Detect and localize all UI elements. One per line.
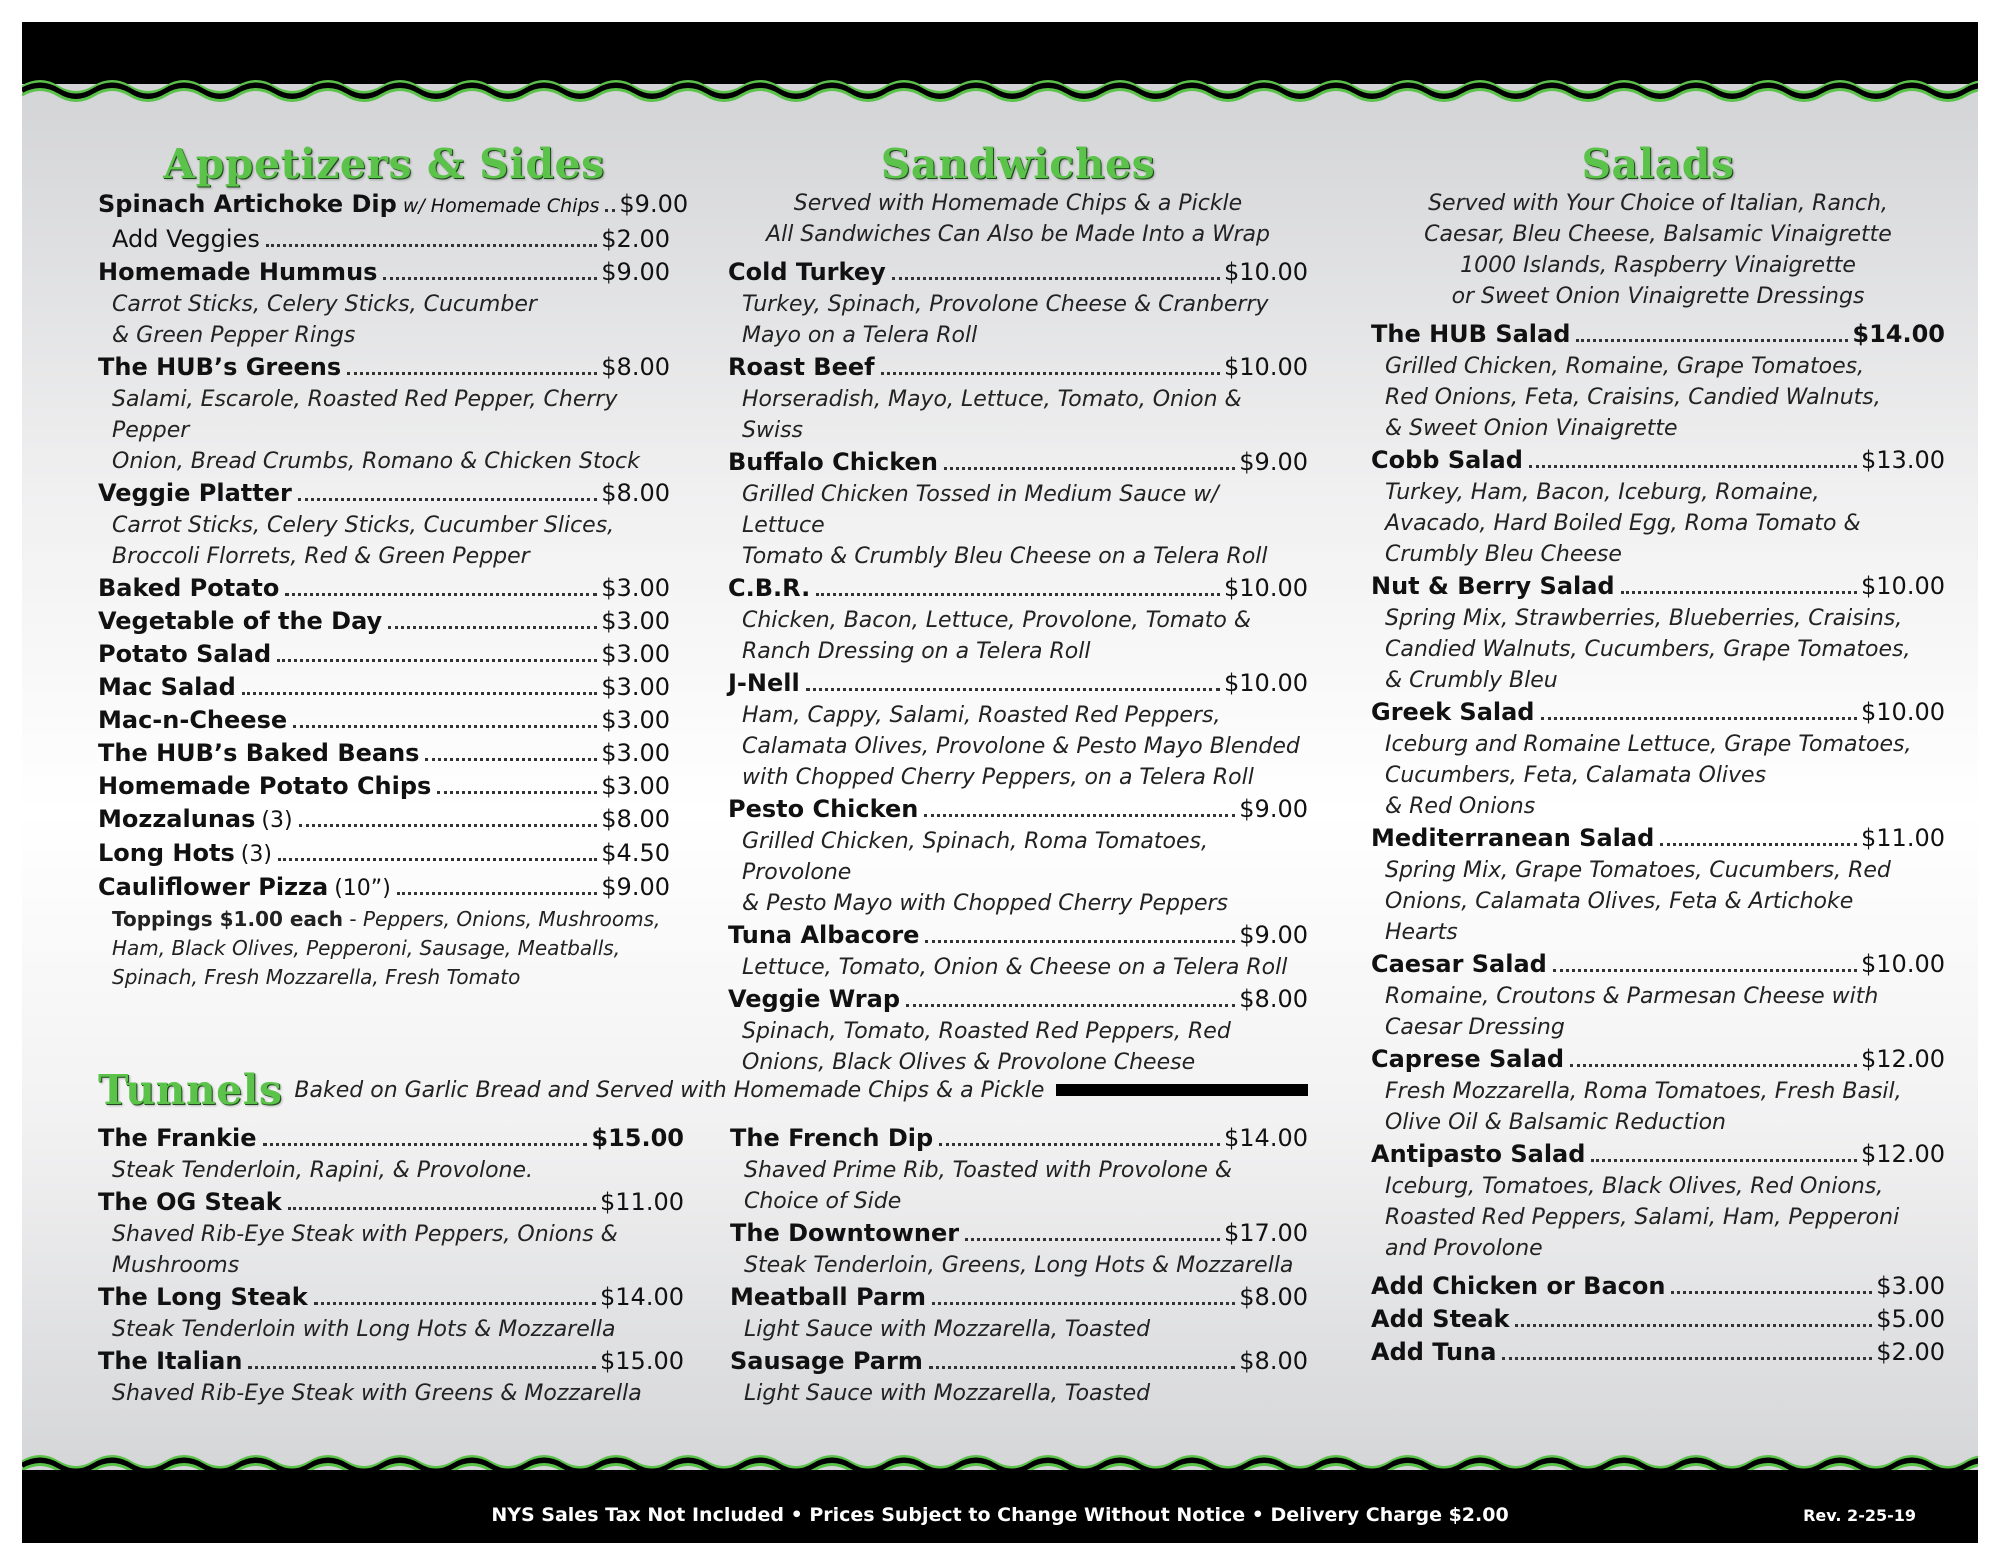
item-name: Sausage Parm — [730, 1347, 923, 1375]
menu-item — [728, 983, 1308, 1016]
item-price: $12.00 — [1861, 1140, 1945, 1168]
sandwiches-subline-1: Served with Homemade Chips & a Pickle — [793, 191, 1243, 216]
item-description: & Green Pepper Rings — [112, 323, 356, 348]
tunnels-subline: Baked on Garlic Bread and Served with Homemade Chips & a Pickle — [294, 1077, 1045, 1103]
item-description: Olive Oil & Balsamic Reduction — [1385, 1110, 1726, 1135]
menu-item — [98, 223, 670, 256]
dot-leader — [939, 1143, 1220, 1146]
dot-leader — [278, 858, 597, 861]
item-description: Lettuce, Tomato, Onion & Cheese on a Telera Roll — [742, 955, 1288, 980]
item-description: Salami, Escarole, Roasted Red Pepper, Cherry Pepper — [112, 387, 618, 443]
toppings-note — [98, 905, 670, 934]
item-name: Add Steak — [1371, 1305, 1510, 1333]
item-quantity: (3) — [261, 808, 293, 833]
item-price: $3.00 — [601, 640, 670, 668]
item-price: $5.00 — [1876, 1305, 1945, 1333]
item-price: $8.00 — [1239, 1283, 1308, 1311]
item-price: $11.00 — [600, 1188, 684, 1216]
item-price: $8.00 — [601, 479, 670, 507]
toppings-label: Toppings $1.00 each — [112, 907, 344, 931]
menu-item — [98, 351, 670, 384]
item-name: C.B.R. — [728, 574, 811, 602]
menu-item — [98, 1281, 684, 1314]
item-name: Homemade Hummus — [98, 258, 378, 286]
item-name: Tuna Albacore — [728, 921, 920, 949]
menu-item — [98, 837, 670, 871]
dot-leader — [383, 277, 597, 280]
menu-item — [1371, 1138, 1945, 1171]
item-description: Fresh Mozzarella, Roma Tomatoes, Fresh Basil, — [1385, 1079, 1902, 1104]
item-price: $3.00 — [601, 673, 670, 701]
top-wave-border — [22, 67, 1978, 115]
dot-leader — [1570, 1064, 1857, 1067]
item-price: $10.00 — [1861, 698, 1945, 726]
dot-leader — [925, 940, 1235, 943]
menu-item — [98, 1122, 684, 1155]
item-description: & Pesto Mayo with Chopped Cherry Peppers — [742, 891, 1228, 916]
item-price: $15.00 — [600, 1347, 684, 1375]
item-name: J-Nell — [728, 669, 800, 697]
menu-item — [728, 572, 1308, 605]
item-quantity: (10”) — [334, 876, 391, 901]
item-description: Onions, Black Olives & Provolone Cheese — [742, 1050, 1196, 1075]
item-description: and Provolone — [1385, 1236, 1543, 1261]
item-name: Caprese Salad — [1371, 1045, 1565, 1073]
item-name: The Long Steak — [98, 1283, 308, 1311]
tunnels-section — [98, 1066, 1308, 1406]
menu-item — [98, 770, 670, 803]
item-name: Add Veggies — [112, 225, 260, 253]
item-description: Tomato & Crumbly Bleu Cheese on a Telera Roll — [742, 544, 1268, 569]
item-name: The Italian — [98, 1347, 243, 1375]
item-description: Carrot Sticks, Celery Sticks, Cucumber — [112, 292, 537, 317]
dot-leader — [242, 692, 598, 695]
menu-item — [728, 919, 1308, 952]
item-description: Ham, Cappy, Salami, Roasted Red Peppers, — [742, 703, 1221, 728]
item-description: Spring Mix, Strawberries, Blueberries, Craisins, — [1385, 606, 1903, 631]
item-name: Buffalo Chicken — [728, 448, 938, 476]
item-name: Add Chicken or Bacon — [1371, 1272, 1666, 1300]
item-price: $17.00 — [1224, 1219, 1308, 1247]
menu-item — [98, 638, 670, 671]
item-description: Onion, Bread Crumbs, Romano & Chicken Stock — [112, 449, 640, 474]
item-description: Steak Tenderloin, Rapini, & Provolone. — [112, 1158, 534, 1183]
menu-item — [730, 1217, 1308, 1250]
item-name: Homemade Potato Chips — [98, 772, 432, 800]
dot-leader — [397, 892, 598, 895]
item-price: $10.00 — [1224, 574, 1308, 602]
tunnels-header — [98, 1066, 1308, 1114]
item-description: Iceburg and Romaine Lettuce, Grape Tomatoes, — [1385, 732, 1912, 757]
item-description: Light Sauce with Mozzarella, Toasted — [744, 1317, 1151, 1342]
item-description: Romaine, Croutons & Parmesan Cheese with — [1385, 984, 1879, 1009]
salads-heading: Salads — [1581, 140, 1735, 188]
item-price: $3.00 — [601, 706, 670, 734]
item-description: Calamata Olives, Provolone & Pesto Mayo Blended — [742, 734, 1300, 759]
menu-item — [1371, 570, 1945, 603]
salads-subline-1: Served with Your Choice of Italian, Ranch, — [1428, 191, 1888, 216]
item-price: $10.00 — [1861, 950, 1945, 978]
item-price: $11.00 — [1861, 824, 1945, 852]
item-name: The OG Steak — [98, 1188, 282, 1216]
item-price: $10.00 — [1224, 258, 1308, 286]
sandwiches-subline-2: All Sandwiches Can Also be Made Into a Wrap — [766, 222, 1270, 247]
item-price: $14.00 — [600, 1283, 684, 1311]
dot-leader — [932, 1302, 1235, 1305]
menu-item — [730, 1345, 1308, 1378]
item-description: Light Sauce with Mozzarella, Toasted — [744, 1381, 1151, 1406]
dot-leader — [881, 372, 1220, 375]
item-description: Steak Tenderloin with Long Hots & Mozzarella — [112, 1317, 616, 1342]
item-description: Steak Tenderloin, Greens, Long Hots & Mozzarella — [744, 1253, 1294, 1278]
item-description: Mayo on a Telera Roll — [742, 323, 978, 348]
dot-leader — [388, 626, 597, 629]
item-price: $3.00 — [1876, 1272, 1945, 1300]
item-description: Horseradish, Mayo, Lettuce, Tomato, Onion & Swiss — [742, 387, 1242, 443]
dot-leader — [929, 1366, 1235, 1369]
dot-leader — [906, 1004, 1235, 1007]
menu-page — [22, 22, 1978, 1543]
item-name: Vegetable of the Day — [98, 607, 383, 635]
dot-leader — [277, 659, 597, 662]
dot-leader — [1576, 339, 1848, 342]
item-description: Grilled Chicken, Spinach, Roma Tomatoes, Provolone — [742, 829, 1208, 885]
item-price: $9.00 — [1239, 448, 1308, 476]
item-description: Cucumbers, Feta, Calamata Olives — [1385, 763, 1767, 788]
dot-leader — [944, 467, 1235, 470]
item-description: Grilled Chicken Tossed in Medium Sauce w/ Lettuce — [742, 482, 1219, 538]
item-price: $10.00 — [1224, 353, 1308, 381]
item-name: Mac Salad — [98, 673, 236, 701]
item-description: Caesar Dressing — [1385, 1015, 1565, 1040]
dot-leader — [1529, 465, 1857, 468]
item-quantity: (3) — [240, 842, 272, 867]
menu-item — [98, 671, 670, 704]
item-name: Greek Salad — [1371, 698, 1535, 726]
dot-leader — [1541, 717, 1858, 720]
toppings-note-line — [98, 934, 670, 963]
item-price: $9.00 — [601, 873, 670, 901]
item-name: Caesar Salad — [1371, 950, 1547, 978]
item-price: $3.00 — [601, 607, 670, 635]
menu-item — [98, 704, 670, 737]
menu-item — [728, 446, 1308, 479]
dot-leader — [605, 209, 615, 212]
item-price: $12.00 — [1861, 1045, 1945, 1073]
item-name: Pesto Chicken — [728, 795, 919, 823]
item-name: Mozzalunas — [98, 805, 256, 833]
menu-item — [98, 605, 670, 638]
dot-leader — [285, 593, 597, 596]
item-description: Choice of Side — [744, 1189, 902, 1214]
toppings-line: Ham, Black Olives, Pepperoni, Sausage, Meatballs, — [112, 936, 621, 960]
item-name: The Frankie — [98, 1124, 257, 1152]
item-name: Spinach Artichoke Dip — [98, 190, 397, 218]
item-name: Cauliflower Pizza — [98, 873, 329, 901]
item-description: Chicken, Bacon, Lettuce, Provolone, Tomato & — [742, 608, 1251, 633]
dot-leader — [248, 1366, 596, 1369]
item-description: Turkey, Spinach, Provolone Cheese & Cranberry — [742, 292, 1269, 317]
dot-leader — [266, 244, 597, 247]
footer-notice: NYS Sales Tax Not Included • Prices Subject to Change Without Notice • Delivery Charge $2.00 — [491, 1504, 1509, 1526]
item-description: Mushrooms — [112, 1253, 240, 1278]
tunnels-heading: Tunnels — [98, 1066, 283, 1114]
dot-leader — [263, 1143, 588, 1146]
dot-leader — [425, 758, 597, 761]
item-name: The HUB Salad — [1371, 320, 1571, 348]
item-description: Spinach, Tomato, Roasted Red Peppers, Red — [742, 1019, 1231, 1044]
menu-item — [98, 1186, 684, 1219]
menu-item — [728, 351, 1308, 384]
dot-leader — [1591, 1159, 1857, 1162]
toppings-line: Spinach, Fresh Mozzarella, Fresh Tomato — [112, 965, 521, 989]
menu-item — [98, 256, 670, 289]
salads-subline-3: 1000 Islands, Raspberry Vinaigrette — [1460, 253, 1856, 278]
dot-leader — [816, 593, 1220, 596]
item-name: The Downtowner — [730, 1219, 960, 1247]
appetizers-list — [98, 188, 689, 992]
item-description: Ranch Dressing on a Telera Roll — [742, 639, 1091, 664]
item-description: Carrot Sticks, Celery Sticks, Cucumber Slices, — [112, 513, 615, 538]
menu-item — [98, 1345, 684, 1378]
dot-leader — [1515, 1324, 1872, 1327]
dot-leader — [298, 498, 597, 501]
menu-item — [98, 871, 670, 905]
item-name: Meatball Parm — [730, 1283, 926, 1311]
dot-leader — [924, 814, 1235, 817]
item-price: $9.00 — [601, 258, 670, 286]
item-price: $14.00 — [1224, 1124, 1308, 1152]
item-price: $9.00 — [1239, 795, 1308, 823]
item-description: Red Onions, Feta, Craisins, Candied Walnuts, — [1385, 385, 1881, 410]
item-price: $3.00 — [601, 574, 670, 602]
menu-item — [730, 1281, 1308, 1314]
item-name: Baked Potato — [98, 574, 280, 602]
revision-date: Rev. 2-25-19 — [1803, 1506, 1916, 1525]
sandwiches-list — [728, 256, 1308, 1078]
item-price: $3.00 — [601, 772, 670, 800]
salads-subline-4: or Sweet Onion Vinaigrette Dressings — [1451, 284, 1865, 309]
item-price: $8.00 — [1239, 1347, 1308, 1375]
item-price: $2.00 — [601, 225, 670, 253]
menu-item — [98, 188, 689, 223]
item-name: Potato Salad — [98, 640, 272, 668]
item-price: $10.00 — [1861, 572, 1945, 600]
item-price: $8.00 — [1239, 985, 1308, 1013]
item-description: Crumbly Bleu Cheese — [1385, 542, 1622, 567]
menu-item — [728, 667, 1308, 700]
item-name: The HUB’s Baked Beans — [98, 739, 420, 767]
dot-leader — [437, 791, 597, 794]
item-description: Roasted Red Peppers, Salami, Ham, Pepperoni — [1385, 1205, 1900, 1230]
dot-leader — [288, 1207, 596, 1210]
menu-item — [728, 256, 1308, 289]
menu-item — [98, 572, 670, 605]
item-price: $10.00 — [1224, 669, 1308, 697]
item-name: Cobb Salad — [1371, 446, 1523, 474]
dot-leader — [806, 688, 1220, 691]
appetizers-heading: Appetizers & Sides — [163, 140, 605, 188]
item-name: Mediterranean Salad — [1371, 824, 1655, 852]
dot-leader — [314, 1302, 596, 1305]
item-price: $9.00 — [1239, 921, 1308, 949]
dot-leader — [1621, 591, 1857, 594]
item-description: Avacado, Hard Boiled Egg, Roma Tomato & — [1385, 511, 1861, 536]
item-description: & Red Onions — [1385, 794, 1536, 819]
dot-leader — [1553, 969, 1857, 972]
dot-leader — [347, 372, 597, 375]
menu-item — [1371, 1043, 1945, 1076]
item-description: Candied Walnuts, Cucumbers, Grape Tomatoes, — [1385, 637, 1911, 662]
item-description: Grilled Chicken, Romaine, Grape Tomatoes, — [1385, 354, 1865, 379]
item-description: Hearts — [1385, 920, 1458, 945]
menu-item — [1371, 696, 1945, 729]
dot-leader — [892, 277, 1220, 280]
item-description: Shaved Rib-Eye Steak with Peppers, Onions & — [112, 1222, 618, 1247]
salads-subline-2: Caesar, Bleu Cheese, Balsamic Vinaigrette — [1424, 222, 1892, 247]
item-description: & Sweet Onion Vinaigrette — [1385, 416, 1678, 441]
item-name: Antipasto Salad — [1371, 1140, 1586, 1168]
menu-item — [730, 1122, 1308, 1155]
menu-item — [1371, 444, 1945, 477]
item-name: Long Hots — [98, 839, 235, 867]
item-description: Spring Mix, Grape Tomatoes, Cucumbers, Red — [1385, 858, 1891, 883]
dot-leader — [299, 824, 598, 827]
salad-addons-list — [1371, 1270, 1945, 1369]
item-description: Shaved Rib-Eye Steak with Greens & Mozzarella — [112, 1381, 642, 1406]
menu-item — [98, 477, 670, 510]
item-description: Broccoli Florrets, Red & Green Pepper — [112, 544, 530, 569]
item-description: & Crumbly Bleu — [1385, 668, 1558, 693]
item-name: The French Dip — [730, 1124, 934, 1152]
menu-item — [98, 803, 670, 837]
menu-item — [1371, 1303, 1945, 1336]
item-name: Nut & Berry Salad — [1371, 572, 1615, 600]
item-description: Iceburg, Tomatoes, Black Olives, Red Onions, — [1385, 1174, 1884, 1199]
item-name: Roast Beef — [728, 353, 875, 381]
menu-item — [1371, 948, 1945, 981]
item-price: $2.00 — [1876, 1338, 1945, 1366]
item-name: Veggie Wrap — [728, 985, 901, 1013]
toppings-note-line — [98, 963, 670, 992]
item-name: Add Tuna — [1371, 1338, 1497, 1366]
item-name: Veggie Platter — [98, 479, 292, 507]
item-description: with Chopped Cherry Peppers, on a Telera Roll — [742, 765, 1254, 790]
item-price: $4.50 — [601, 839, 670, 867]
item-name: Mac-n-Cheese — [98, 706, 288, 734]
menu-item — [728, 793, 1308, 826]
sandwiches-heading: Sandwiches — [880, 140, 1156, 188]
salads-list — [1371, 318, 1945, 1264]
dot-leader — [965, 1238, 1220, 1241]
item-description: Turkey, Ham, Bacon, Iceburg, Romaine, — [1385, 480, 1820, 505]
item-note: w/ Homemade Chips — [402, 195, 600, 217]
item-description: Onions, Calamata Olives, Feta & Artichoke — [1385, 889, 1854, 914]
item-price: $14.00 — [1852, 320, 1945, 348]
dot-leader — [1502, 1357, 1872, 1360]
tunnels-list-right — [730, 1122, 1308, 1409]
dot-leader — [293, 725, 597, 728]
item-price: $9.00 — [619, 190, 689, 218]
sandwiches-column — [728, 140, 1308, 1078]
item-name: The HUB’s Greens — [98, 353, 342, 381]
item-price: $8.00 — [601, 353, 670, 381]
salads-column — [1371, 140, 1945, 1369]
item-name: Cold Turkey — [728, 258, 886, 286]
item-price: $15.00 — [591, 1124, 684, 1152]
appetizers-column — [98, 140, 689, 992]
dot-leader — [1671, 1291, 1872, 1294]
menu-item — [1371, 318, 1945, 351]
item-price: $13.00 — [1861, 446, 1945, 474]
item-price: $3.00 — [601, 739, 670, 767]
menu-item — [1371, 1270, 1945, 1303]
menu-item — [98, 737, 670, 770]
toppings-separator: - — [343, 907, 363, 931]
tunnels-divider-bar — [1056, 1084, 1308, 1096]
item-price: $8.00 — [601, 805, 670, 833]
dot-leader — [1660, 843, 1857, 846]
menu-item — [1371, 822, 1945, 855]
toppings-line: Peppers, Onions, Mushrooms, — [362, 907, 661, 931]
menu-item — [1371, 1336, 1945, 1369]
tunnels-list-left — [98, 1122, 684, 1409]
item-description: Shaved Prime Rib, Toasted with Provolone & — [744, 1158, 1232, 1183]
